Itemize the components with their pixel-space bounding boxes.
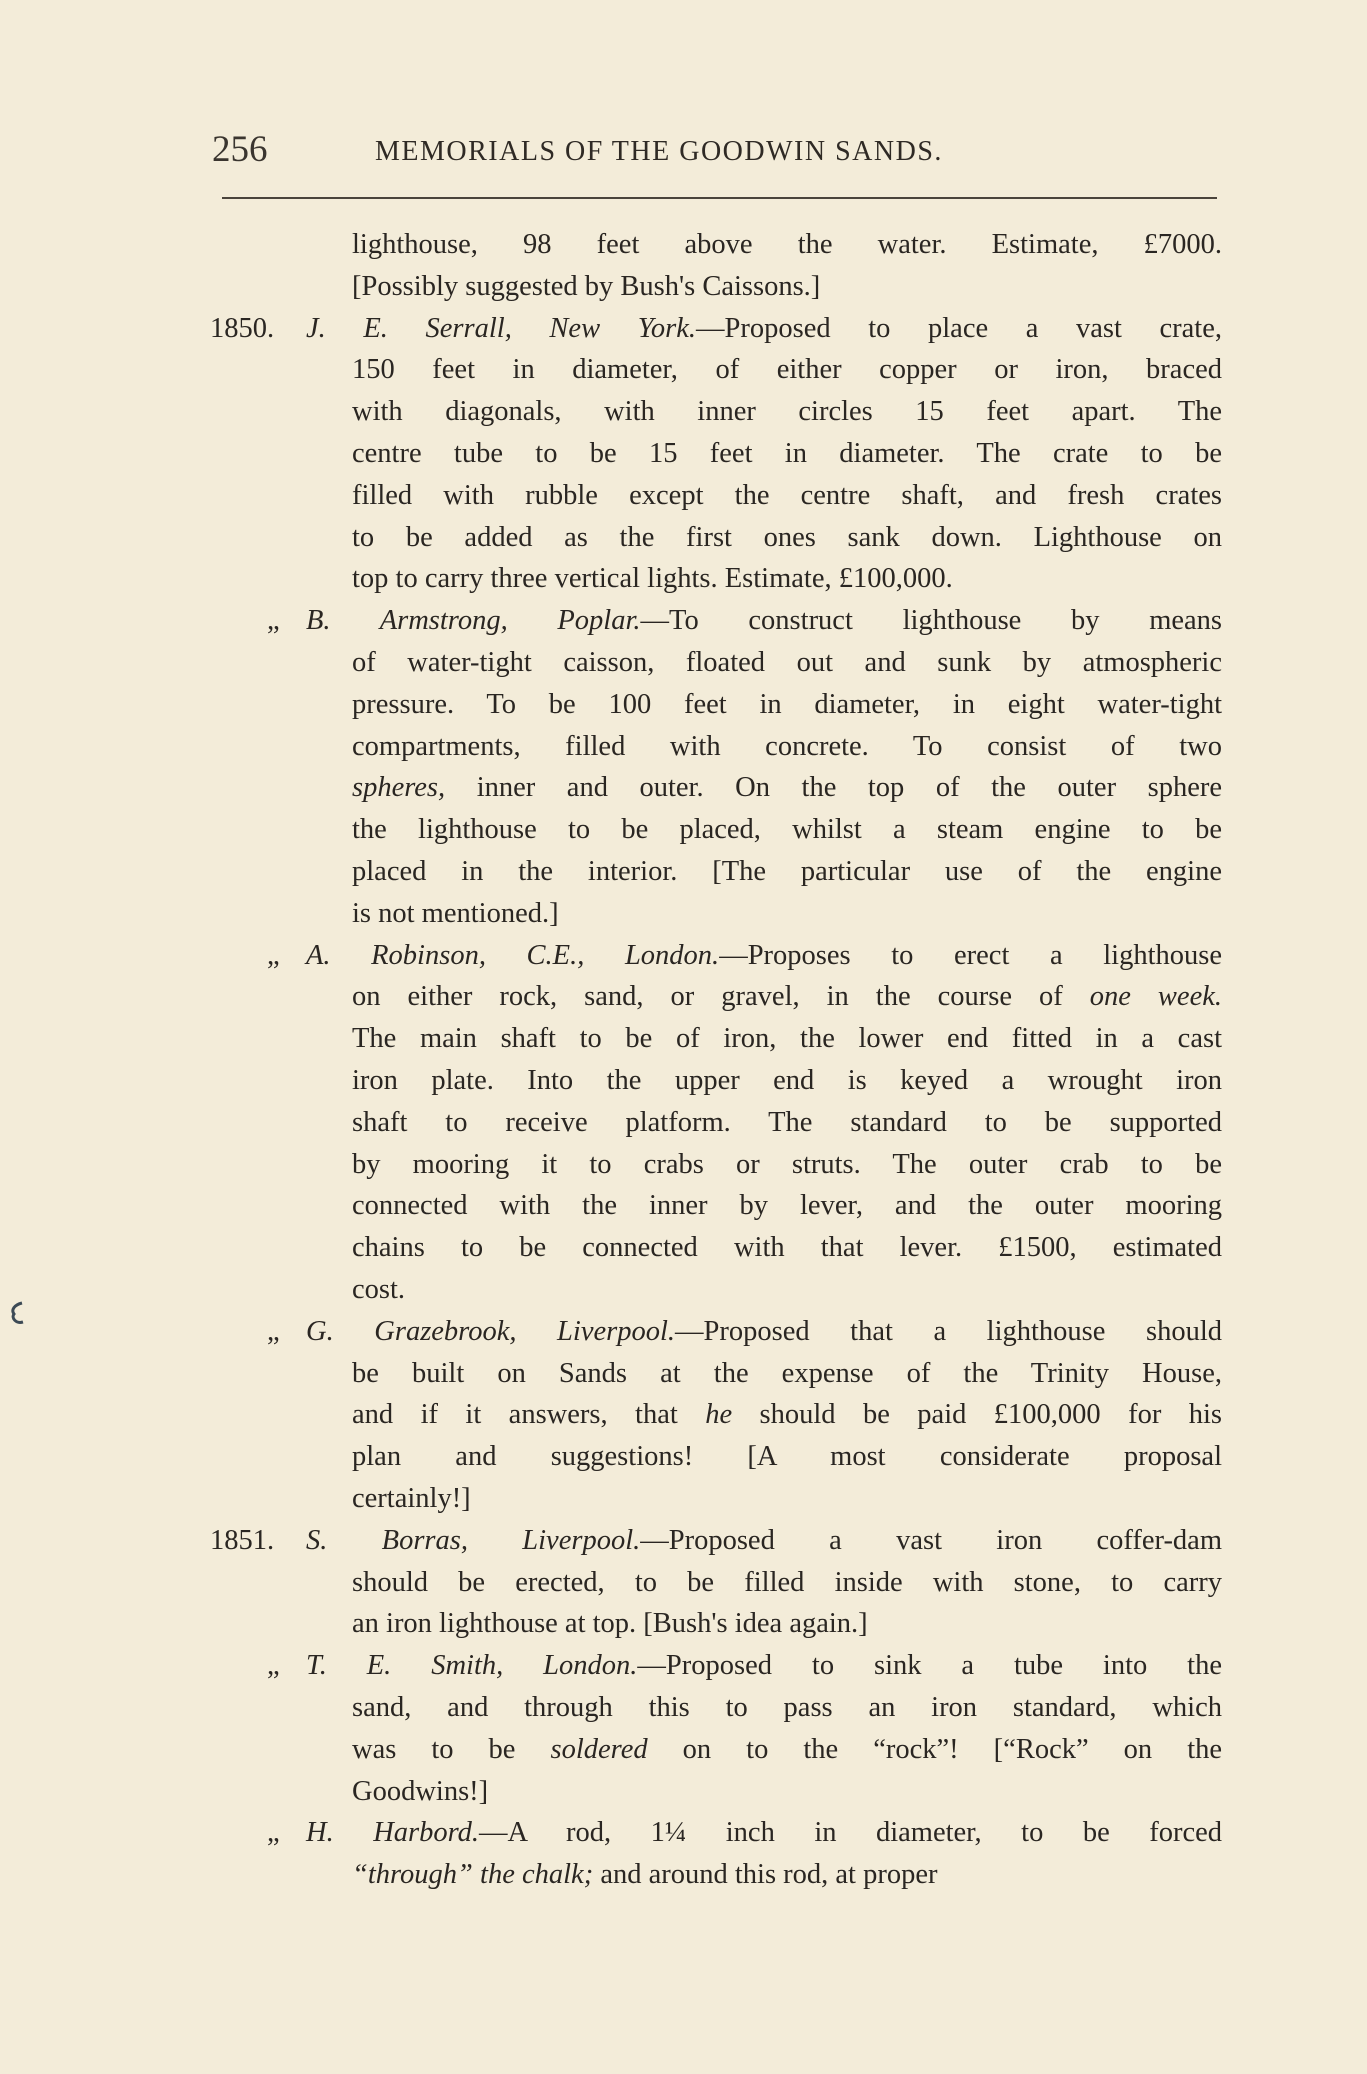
line-text bbox=[352, 1185, 1222, 1227]
plain-text: filled with rubble except the centre shaft, and fresh crates bbox=[352, 479, 1222, 511]
plain-text: and if it answers, that bbox=[352, 1399, 706, 1431]
text-line bbox=[0, 1687, 1367, 1729]
text-line bbox=[0, 1729, 1367, 1771]
line-text bbox=[352, 266, 1222, 308]
line-text bbox=[352, 391, 1222, 433]
plain-text: cost. bbox=[352, 1274, 406, 1305]
proposer-name: J. E. Serrall, New York. bbox=[306, 312, 697, 344]
line-text bbox=[352, 851, 1222, 893]
plain-text: —To construct lighthouse by means bbox=[640, 605, 1222, 637]
page-header bbox=[210, 128, 1220, 178]
text-line bbox=[0, 1520, 1367, 1562]
plain-text: sand, and through this to pass an iron standard, which bbox=[352, 1692, 1222, 1723]
page-number: 256 bbox=[212, 129, 268, 170]
line-text bbox=[352, 767, 1222, 809]
ditto-mark: „ bbox=[267, 1817, 280, 1849]
plain-text: be built on Sands at the expense of the Trinity House, bbox=[352, 1357, 1222, 1389]
proposer-name: A. Robinson, C.E., London. bbox=[306, 939, 720, 971]
text-line bbox=[0, 1060, 1367, 1102]
italic-text: “through” the chalk; bbox=[352, 1859, 594, 1891]
text-line bbox=[0, 1771, 1367, 1813]
line-text bbox=[352, 1060, 1222, 1102]
plain-text: chains to be connected with that lever. £1500, estimated bbox=[352, 1232, 1222, 1264]
text-line bbox=[0, 266, 1367, 308]
line-text bbox=[352, 1102, 1222, 1144]
text-line bbox=[0, 1854, 1367, 1896]
plain-text: centre tube to be 15 feet in diameter. The crate to be bbox=[352, 438, 1222, 469]
plain-text: —Proposed a vast iron coffer-dam bbox=[640, 1524, 1223, 1556]
text-line bbox=[0, 1394, 1367, 1436]
italic-text: one week. bbox=[1089, 981, 1222, 1013]
ditto-mark: „ bbox=[267, 1315, 280, 1347]
text-line bbox=[0, 600, 1367, 642]
plain-text: by mooring it to crabs or struts. The outer crab to be bbox=[352, 1148, 1222, 1180]
ditto-mark: „ bbox=[267, 605, 280, 637]
text-line bbox=[0, 976, 1367, 1018]
line-text bbox=[306, 308, 1222, 350]
line-text bbox=[306, 1645, 1222, 1687]
line-text bbox=[352, 1729, 1222, 1771]
line-text bbox=[352, 1478, 1222, 1520]
line-text bbox=[352, 558, 1222, 600]
text-line bbox=[0, 726, 1367, 768]
entry-year: 1850. bbox=[210, 312, 275, 344]
line-text bbox=[306, 1311, 1222, 1353]
text-line bbox=[0, 224, 1367, 266]
text-line bbox=[0, 935, 1367, 977]
plain-text: iron plate. Into the upper end is keyed a wrought iron bbox=[352, 1065, 1222, 1096]
text-line bbox=[0, 1102, 1367, 1144]
line-text bbox=[352, 349, 1222, 391]
text-line bbox=[0, 1227, 1367, 1269]
line-text bbox=[352, 433, 1222, 475]
line-text bbox=[352, 893, 1222, 935]
plain-text: lighthouse, 98 feet above the water. Estimate, £7000. bbox=[352, 229, 1222, 260]
plain-text: certainly!] bbox=[352, 1483, 471, 1514]
text-line bbox=[0, 349, 1367, 391]
line-text bbox=[352, 224, 1222, 266]
text-line bbox=[0, 684, 1367, 726]
text-line bbox=[0, 809, 1367, 851]
line-text bbox=[306, 1812, 1222, 1854]
plain-text: —Proposed that a lighthouse should bbox=[675, 1315, 1222, 1347]
line-text bbox=[352, 642, 1222, 684]
italic-text: he bbox=[705, 1399, 733, 1431]
line-text bbox=[352, 1436, 1222, 1478]
plain-text: —Proposes to erect a lighthouse bbox=[719, 939, 1222, 971]
text-line bbox=[0, 1812, 1367, 1854]
text-line bbox=[0, 851, 1367, 893]
italic-text: spheres, bbox=[352, 772, 446, 804]
text-line bbox=[0, 1478, 1367, 1520]
ditto-mark: „ bbox=[267, 939, 280, 971]
plain-text: is not mentioned.] bbox=[352, 897, 559, 929]
line-text bbox=[352, 1018, 1222, 1060]
plain-text: —A rod, 1¼ inch in diameter, to be forced bbox=[479, 1817, 1222, 1849]
line-text bbox=[352, 475, 1222, 517]
plain-text: on to the “rock”! [“Rock” on the bbox=[647, 1733, 1223, 1765]
header-rule bbox=[222, 197, 1217, 199]
text-line bbox=[0, 642, 1367, 684]
text-line bbox=[0, 1311, 1367, 1353]
plain-text: pressure. To be 100 feet in diameter, in eight water-tight bbox=[352, 688, 1222, 720]
line-text bbox=[352, 1394, 1222, 1436]
line-text bbox=[306, 1520, 1222, 1562]
line-text bbox=[352, 1144, 1222, 1186]
line-text bbox=[352, 1771, 1222, 1813]
text-line bbox=[0, 1144, 1367, 1186]
text-line bbox=[0, 1269, 1367, 1311]
line-text bbox=[352, 1227, 1222, 1269]
line-text bbox=[352, 1603, 1222, 1645]
plain-text: was to be bbox=[352, 1733, 551, 1765]
plain-text: should be erected, to be filled inside with stone, to carry bbox=[352, 1566, 1222, 1598]
plain-text: and around this rod, at proper bbox=[593, 1859, 938, 1891]
text-line bbox=[0, 558, 1367, 600]
line-text bbox=[352, 1353, 1222, 1395]
plain-text: [Possibly suggested by Bush's Caissons.] bbox=[352, 270, 821, 302]
plain-text: on either rock, sand, or gravel, in the course of bbox=[352, 981, 1090, 1013]
line-text bbox=[352, 1687, 1222, 1729]
text-line bbox=[0, 1185, 1367, 1227]
plain-text: placed in the interior. [The particular use of the engine bbox=[352, 856, 1222, 887]
line-text bbox=[352, 976, 1222, 1018]
plain-text: inner and outer. On the top of the outer sphere bbox=[445, 772, 1222, 804]
text-line bbox=[0, 517, 1367, 559]
plain-text: connected with the inner by lever, and the outer mooring bbox=[352, 1190, 1222, 1222]
line-text bbox=[352, 726, 1222, 768]
text-line bbox=[0, 767, 1367, 809]
plain-text: an iron lighthouse at top. [Bush's idea again.] bbox=[352, 1608, 868, 1640]
ditto-mark: „ bbox=[267, 1650, 280, 1682]
text-line bbox=[0, 1018, 1367, 1060]
text-line bbox=[0, 308, 1367, 350]
plain-text: the lighthouse to be placed, whilst a steam engine to be bbox=[352, 814, 1222, 846]
text-line bbox=[0, 433, 1367, 475]
plain-text: plan and suggestions! [A most considerate proposal bbox=[352, 1441, 1222, 1473]
text-line bbox=[0, 1645, 1367, 1687]
plain-text: 150 feet in diameter, of either copper or iron, braced bbox=[352, 354, 1222, 386]
plain-text: to be added as the first ones sank down. Lighthouse on bbox=[352, 521, 1222, 553]
plain-text: of water-tight caisson, floated out and sunk by atmospheric bbox=[352, 647, 1222, 678]
italic-text: soldered bbox=[550, 1733, 648, 1765]
plain-text: top to carry three vertical lights. Estimate, £100,000. bbox=[352, 563, 953, 595]
line-text bbox=[352, 1854, 1222, 1896]
text-line bbox=[0, 1562, 1367, 1604]
text-line bbox=[0, 1353, 1367, 1395]
proposer-name: G. Grazebrook, Liverpool. bbox=[306, 1315, 676, 1347]
line-text bbox=[352, 1562, 1222, 1604]
plain-text: should be paid £100,000 for his bbox=[732, 1399, 1223, 1431]
line-text bbox=[352, 809, 1222, 851]
text-line bbox=[0, 391, 1367, 433]
plain-text: compartments, filled with concrete. To consist of two bbox=[352, 730, 1222, 762]
line-text bbox=[352, 684, 1222, 726]
proposer-name: S. Borras, Liverpool. bbox=[306, 1524, 641, 1556]
plain-text: —Proposed to place a vast crate, bbox=[696, 312, 1222, 344]
plain-text: The main shaft to be of iron, the lower end fitted in a cast bbox=[352, 1023, 1222, 1055]
plain-text: shaft to receive platform. The standard to be supported bbox=[352, 1106, 1222, 1138]
plain-text: with diagonals, with inner circles 15 feet apart. The bbox=[352, 396, 1222, 428]
plain-text: —Proposed to sink a tube into the bbox=[637, 1650, 1222, 1682]
text-line bbox=[0, 475, 1367, 517]
running-title: MEMORIALS OF THE GOODWIN SANDS. bbox=[375, 136, 943, 167]
line-text bbox=[306, 600, 1222, 642]
line-text bbox=[352, 1269, 1222, 1311]
entry-year: 1851. bbox=[210, 1524, 275, 1556]
line-text bbox=[352, 517, 1222, 559]
proposer-name: B. Armstrong, Poplar. bbox=[306, 605, 641, 637]
text-line bbox=[0, 1436, 1367, 1478]
line-text bbox=[306, 935, 1222, 977]
text-line bbox=[0, 893, 1367, 935]
plain-text: Goodwins!] bbox=[352, 1775, 489, 1807]
proposer-name: T. E. Smith, London. bbox=[306, 1650, 638, 1682]
text-line bbox=[0, 1603, 1367, 1645]
proposer-name: H. Harbord. bbox=[306, 1817, 480, 1849]
